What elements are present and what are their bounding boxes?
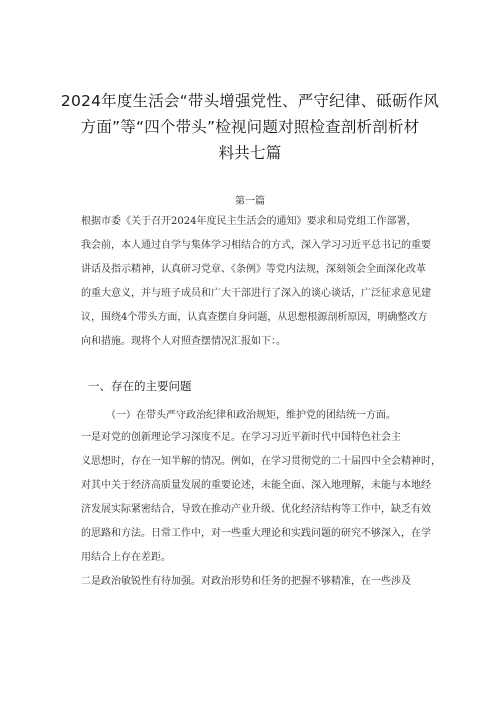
para1-line-5: 的思路和方法。日常工作中，对一些重大理论和实践问题的研究不够深入，在学: [81, 528, 431, 539]
section-heading: 一、存在的主要问题: [88, 379, 192, 393]
para1-line-1: 一是对党的创新理论学习深度不足。在学习习近平新时代中国特色社会主: [81, 432, 401, 443]
sub-heading: （一）在带头严守政治纪律和政治规矩，维护党的团结统一方面。: [106, 410, 396, 421]
title-line-1: 2024年度生活会“带头增强党性、严守纪律、砥砺作风: [60, 92, 440, 110]
intro-line-3: 讲话及指示精神，认真研习党章、《条例》等党内法规，深刻领会全面深化改革: [81, 264, 426, 275]
title-line-2: 方面”等“四个带头”检视问题对照检查剖析剖析材: [80, 118, 420, 136]
intro-line-2: 我会前，本人通过自学与集体学习相结合的方式，深入学习习近平总书记的重要: [81, 240, 431, 251]
intro-paragraph: [81, 210, 441, 354]
section-subtitle: 第一篇: [235, 196, 265, 207]
paragraph-2: [81, 570, 441, 594]
title-line-3: 料共七篇: [218, 144, 282, 162]
intro-line-4: 的重大意义，并与班子成员和广大干部进行了深入的谈心谈话，广泛征求意见建: [81, 288, 431, 299]
intro-line-1: 根据市委《关于召开2024年度民主生活会的通知》要求和局党组工作部署，: [81, 216, 417, 227]
para1-line-6: 用结合上存在差距。: [81, 552, 171, 563]
para1-line-2: 义思想时，存在一知半解的情况。例如，在学习贯彻党的二十届四中全会精神时，: [81, 456, 441, 467]
intro-line-5: 议，围绕4个带头方面，认真查摆自身问题，从思想根源剖析原因，明确整改方: [81, 312, 428, 323]
para1-line-4: 济发展实际紧密结合，导致在推动产业升级、优化经济结构等工作中，缺乏有效: [81, 504, 431, 515]
para1-line-3: 对其中关于经济高质量发展的重要论述，未能全面、深入地理解，未能与本地经: [81, 480, 431, 491]
document-title: [40, 88, 460, 166]
intro-line-6: 向和措施。现将个人对照查摆情况汇报如下：。: [81, 336, 286, 347]
paragraph-1: [81, 426, 441, 570]
para2-line-1: 二是政治敏锐性有待加强。对政治形势和任务的把握不够精准，在一些涉及: [81, 576, 411, 587]
